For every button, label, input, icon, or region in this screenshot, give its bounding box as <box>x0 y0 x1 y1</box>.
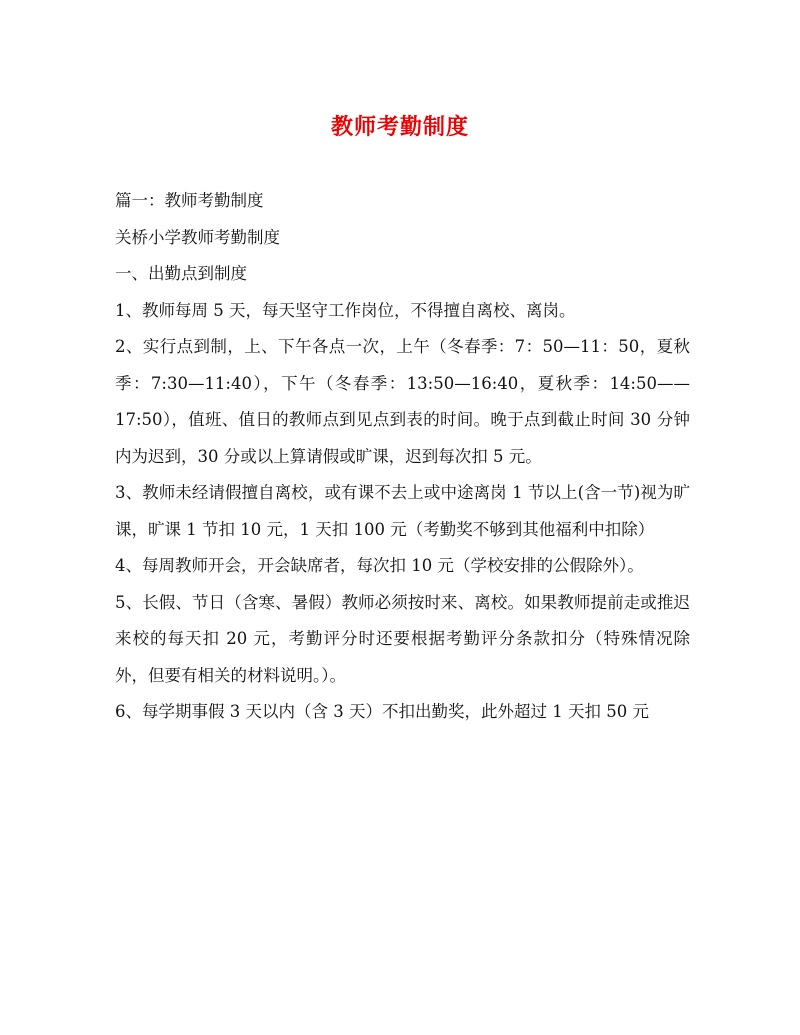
paragraph-rule-2: 2、实行点到制，上、下午各点一次，上午（冬春季：7：50—11：50，夏秋季：7:30—11:40），下午（冬春季：13:50—16:40，夏秋季：14:50——17:50），值班、值日的教师点到见点到表的时间。晚于点到截止时间 30 分钟内为迟到，30 分或以上算请假或旷课，迟到每次扣 5 元。 <box>115 337 690 466</box>
paragraph-section-heading: 一、出勤点到制度 <box>115 264 247 283</box>
document-title: 教师考勤制度 <box>330 114 469 140</box>
paragraph-rule-6: 6、每学期事假 3 天以内（含 3 天）不扣出勤奖，此外超过 1 天扣 50 元 <box>115 702 649 721</box>
paragraph-rule-4: 4、每周教师开会，开会缺席者，每次扣 10 元（学校安排的公假除外）。 <box>115 556 644 575</box>
paragraph-rule-5: 5、长假、节日（含寒、暑假）教师必须按时来、离校。如果教师提前走或推迟来校的每天扣 20 元，考勤评分时还要根据考勤评分条款扣分（特殊情况除外，但要有相关的材料说明。）。 <box>115 592 690 685</box>
document-body <box>115 183 690 731</box>
paragraph-rule-1: 1、教师每周 5 天，每天坚守工作岗位，不得擅自离校、离岗。 <box>115 300 576 320</box>
paragraph-heading: 篇一：教师考勤制度 <box>115 191 264 210</box>
paragraph-school-title: 关桥小学教师考勤制度 <box>115 227 280 247</box>
paragraph-rule-3: 3、教师未经请假擅自离校，或有课不去上或中途离岗 1 节以上(含一节)视为旷课，旷课 1 节扣 10 元，1 天扣 100 元（考勤奖不够到其他福利中扣除） <box>115 483 690 539</box>
